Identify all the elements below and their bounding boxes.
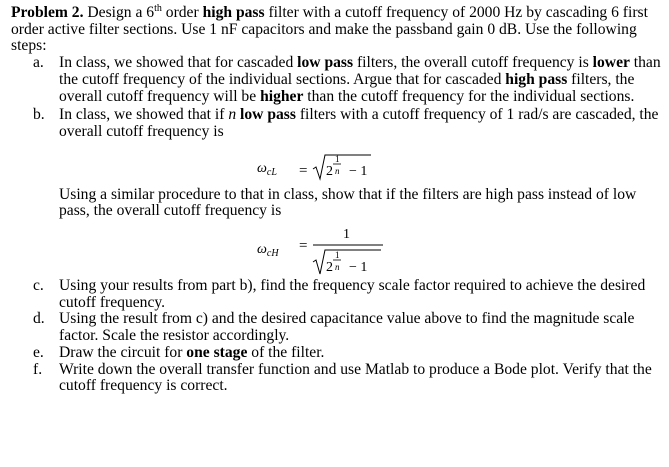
problem-label: Problem 2. [11, 4, 84, 21]
eq2-exp-num: 1 [335, 250, 340, 261]
eq1-minus-one: − 1 [349, 163, 368, 179]
step-e: e. Draw the circuit for one stage of the filter. [33, 343, 325, 361]
equation-1-rhs [299, 147, 419, 187]
step-c-label: c. [33, 277, 44, 295]
eq2-minus-one: − 1 [349, 260, 368, 276]
step-f: f. Write down the overall transfer function and use Matlab to produce a Bode plot. Verify that the cutoff frequency is correct. [33, 360, 652, 395]
eq2-sqrt-sign [313, 250, 381, 274]
eq2-equals: = [299, 238, 308, 255]
step-a-label: a. [33, 54, 44, 72]
eq2-base-placeholder: 2 [326, 260, 333, 276]
step-b-second-paragraph: Using a similar procedure to that in class, show that if the filters are high pass instead of low pass, the overall cutoff frequency is [59, 185, 637, 220]
problem-document [11, 5, 661, 395]
step-a: a. In class, we showed that for cascaded low pass filters, the overall cutoff frequency is lower than the cutoff frequency of the individual sections. Argue that for cascaded high pass filters, the overall cutoff frequency will be higher than the cutoff frequency for the individual sections. [33, 54, 661, 105]
step-d: d. Using the result from c) and the desired capacitance value above to find the magnitude scale factor. Scale the resistor accordingly. [33, 310, 635, 345]
step-c: c. Using your results from part b), find the frequency scale factor required to achieve the desired cutoff frequency. [33, 277, 646, 311]
equation-cutoff-lowpass: $\omega_{cL}$ = 2 1 − 1 n [59, 141, 661, 185]
step-f-label: f. [33, 360, 43, 378]
step-d-label: d. [33, 310, 45, 328]
steps-list [11, 55, 661, 395]
problem-intro: Problem 2. Design a 6th order high pass filter with a cutoff frequency of 2000 Hz by cascading 6 first order active filter sections. Use 1 nF capacitors and make the passband gain 0 dB. Use the following steps: [11, 3, 648, 55]
step-b-label: b. [33, 106, 45, 124]
eq1-exp-num: 1 [335, 153, 340, 164]
equation-cutoff-highpass: $\omega_{cH}$ = 1 2 1 − 1 n [59, 220, 661, 278]
eq1-equals: = [299, 162, 308, 179]
step-b: b. In class, we showed that if n low pass filters with a cutoff frequency of 1 rad/s are cascaded, the overall cutoff frequency is $\omega_{cL}$ = 2 1 − 1 n Using a similar procedure to that in class, show that if the filters are high pass instead of low pass, the overall cutoff frequency is $\omega_{cH}$ = 1 2 1 − 1 n [11, 107, 661, 278]
eq1-base-placeholder: 2 [326, 163, 333, 179]
exp-denominator: n [335, 262, 340, 273]
eq2-numerator: 1 [343, 227, 350, 243]
exp-denominator: n [335, 165, 340, 176]
step-e-label: e. [33, 343, 44, 361]
equation-2-rhs [299, 218, 419, 278]
